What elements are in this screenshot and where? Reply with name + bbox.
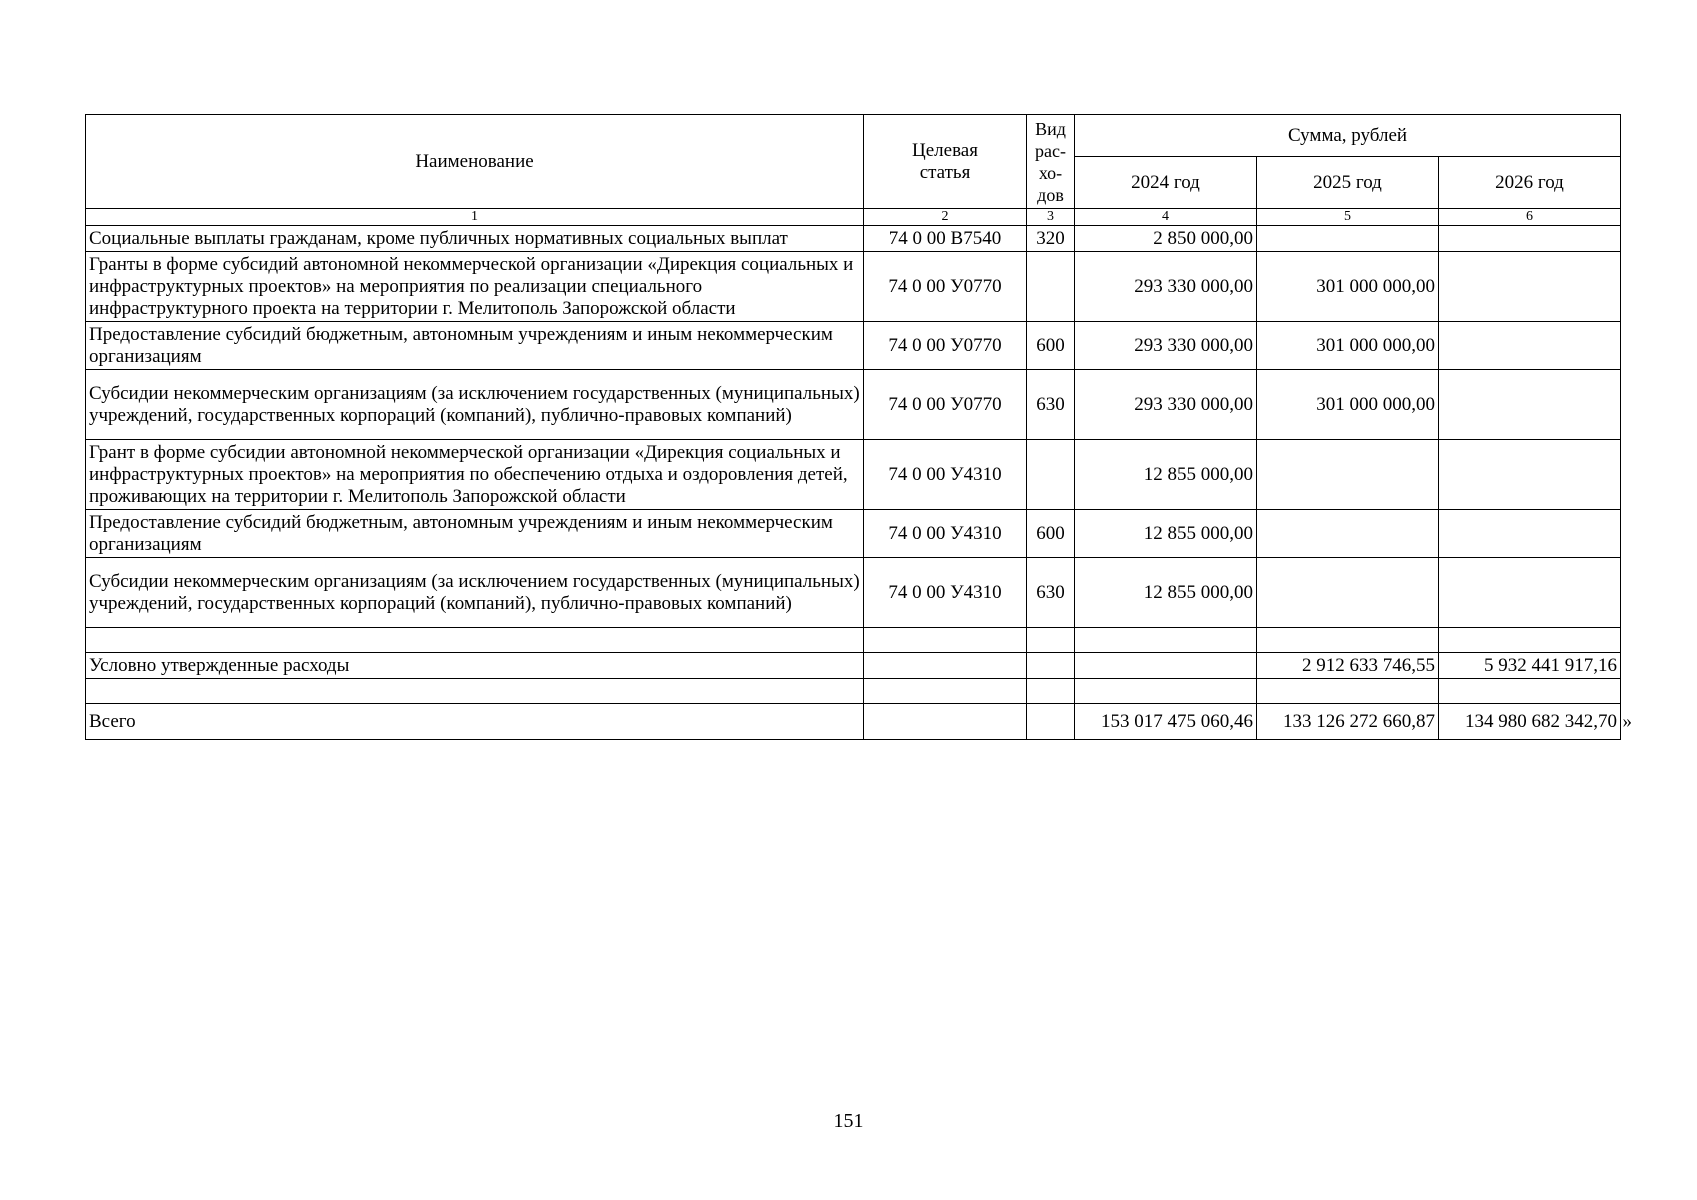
row-amount-2024: 293 330 000,00 bbox=[1075, 252, 1257, 322]
empty-cell bbox=[864, 704, 1027, 740]
header-name: Наименование bbox=[86, 115, 864, 209]
total-row bbox=[86, 704, 1621, 740]
row-name: Субсидии некоммерческим организациям (за исключением государственных (муниципальных) учреждений, государственных корпораций (компаний), публично-правовых компаний) bbox=[86, 370, 864, 440]
row-name: Субсидии некоммерческим организациям (за исключением государственных (муниципальных) учреждений, государственных корпораций (компаний), публично-правовых компаний) bbox=[86, 558, 864, 628]
blank-cell bbox=[864, 679, 1027, 704]
row-type: 630 bbox=[1027, 370, 1075, 440]
row-amount-2026 bbox=[1439, 226, 1621, 252]
row-name: Гранты в форме субсидий автономной некоммерческой организации «Дирекция социальных и инфраструктурных проектов» на мероприятия по реализации специального инфраструктурного проекта на территории г. Мелитополь Запорожской области bbox=[86, 252, 864, 322]
column-number: 6 bbox=[1439, 209, 1621, 226]
row-amount-2026 bbox=[1439, 252, 1621, 322]
row-code: 74 0 00 У4310 bbox=[864, 558, 1027, 628]
blank-cell bbox=[1257, 628, 1439, 653]
table-body bbox=[86, 226, 1633, 740]
header-target-article: Целевая статья bbox=[864, 115, 1027, 209]
blank-cell bbox=[1439, 628, 1621, 653]
row-type: 600 bbox=[1027, 322, 1075, 370]
table-header bbox=[86, 115, 1621, 226]
row-amount-2026 bbox=[1439, 322, 1621, 370]
empty-cell bbox=[1027, 704, 1075, 740]
blank-cell bbox=[1257, 679, 1439, 704]
blank-cell bbox=[864, 628, 1027, 653]
column-number-row bbox=[86, 209, 1621, 226]
header-year-2024: 2024 год bbox=[1075, 157, 1257, 209]
total-label: Всего bbox=[86, 704, 864, 740]
row-amount-2026 bbox=[1439, 370, 1621, 440]
row-amount-2024: 12 855 000,00 bbox=[1075, 440, 1257, 510]
table-row bbox=[86, 558, 1621, 628]
conditional-expenses-label: Условно утвержденные расходы bbox=[86, 653, 864, 679]
row-name: Социальные выплаты гражданам, кроме публичных нормативных социальных выплат bbox=[86, 226, 864, 252]
blank-cell bbox=[1075, 628, 1257, 653]
table-row bbox=[86, 370, 1621, 440]
empty-cell bbox=[1027, 653, 1075, 679]
row-amount-2024: 293 330 000,00 bbox=[1075, 370, 1257, 440]
row-type: 630 bbox=[1027, 558, 1075, 628]
row-amount-2025: 301 000 000,00 bbox=[1257, 252, 1439, 322]
row-amount-2026 bbox=[1439, 510, 1621, 558]
row-amount-2025: 301 000 000,00 bbox=[1257, 322, 1439, 370]
budget-table bbox=[85, 114, 1633, 740]
header-year-2025: 2025 год bbox=[1257, 157, 1439, 209]
row-type bbox=[1027, 440, 1075, 510]
total-amount-2025: 133 126 272 660,87 bbox=[1257, 704, 1439, 740]
row-code: 74 0 00 У0770 bbox=[864, 322, 1027, 370]
table-row bbox=[86, 322, 1621, 370]
blank-cell bbox=[1075, 679, 1257, 704]
blank-cell bbox=[86, 679, 864, 704]
header-expense-type: Вид рас- хо- дов bbox=[1027, 115, 1075, 209]
conditional-expenses-row bbox=[86, 653, 1621, 679]
row-code: 74 0 00 У4310 bbox=[864, 510, 1027, 558]
row-amount-2024: 293 330 000,00 bbox=[1075, 322, 1257, 370]
row-amount-2026 bbox=[1439, 440, 1621, 510]
row-amount-2024: 12 855 000,00 bbox=[1075, 510, 1257, 558]
row-amount-2024: 12 855 000,00 bbox=[1075, 558, 1257, 628]
row-code: 74 0 00 У0770 bbox=[864, 370, 1027, 440]
row-name: Грант в форме субсидии автономной некоммерческой организации «Дирекция социальных и инфраструктурных проектов» на мероприятия по обеспечению отдыха и оздоровления детей, проживающих на территории г. Мелитополь Запорожской области bbox=[86, 440, 864, 510]
header-sum: Сумма, рублей bbox=[1075, 115, 1621, 157]
row-amount-2025 bbox=[1257, 440, 1439, 510]
conditional-amount-2025: 2 912 633 746,55 bbox=[1257, 653, 1439, 679]
blank-row bbox=[86, 679, 1621, 704]
row-name: Предоставление субсидий бюджетным, автономным учреждениям и иным некоммерческим организациям bbox=[86, 510, 864, 558]
column-number: 4 bbox=[1075, 209, 1257, 226]
conditional-amount-2024 bbox=[1075, 653, 1257, 679]
column-number: 1 bbox=[86, 209, 864, 226]
row-type: 600 bbox=[1027, 510, 1075, 558]
row-amount-2025 bbox=[1257, 226, 1439, 252]
blank-cell bbox=[86, 628, 864, 653]
row-amount-2025: 301 000 000,00 bbox=[1257, 370, 1439, 440]
table-row bbox=[86, 440, 1621, 510]
row-code: 74 0 00 У4310 bbox=[864, 440, 1027, 510]
row-amount-2025 bbox=[1257, 510, 1439, 558]
closing-quote-mark: » bbox=[1622, 710, 1633, 732]
total-amount-2026: 134 980 682 342,70 bbox=[1465, 710, 1618, 732]
header-year-2026: 2026 год bbox=[1439, 157, 1621, 209]
column-number: 3 bbox=[1027, 209, 1075, 226]
column-number: 2 bbox=[864, 209, 1027, 226]
table-row bbox=[86, 226, 1621, 252]
row-amount-2026 bbox=[1439, 558, 1621, 628]
total-amount-2026-cell bbox=[1439, 704, 1633, 740]
row-amount-2024: 2 850 000,00 bbox=[1075, 226, 1257, 252]
row-amount-2025 bbox=[1257, 558, 1439, 628]
blank-cell bbox=[1027, 628, 1075, 653]
blank-cell bbox=[1439, 679, 1621, 704]
page-number: 151 bbox=[833, 1110, 864, 1132]
blank-row bbox=[86, 628, 1621, 653]
row-type bbox=[1027, 252, 1075, 322]
column-number: 5 bbox=[1257, 209, 1439, 226]
blank-cell bbox=[1027, 679, 1075, 704]
row-name: Предоставление субсидий бюджетным, автономным учреждениям и иным некоммерческим организациям bbox=[86, 322, 864, 370]
row-type: 320 bbox=[1027, 226, 1075, 252]
conditional-amount-2026: 5 932 441 917,16 bbox=[1439, 653, 1621, 679]
total-amount-2024: 153 017 475 060,46 bbox=[1075, 704, 1257, 740]
empty-cell bbox=[864, 653, 1027, 679]
table-row bbox=[86, 252, 1621, 322]
table-row bbox=[86, 510, 1621, 558]
row-code: 74 0 00 У0770 bbox=[864, 252, 1027, 322]
row-code: 74 0 00 В7540 bbox=[864, 226, 1027, 252]
